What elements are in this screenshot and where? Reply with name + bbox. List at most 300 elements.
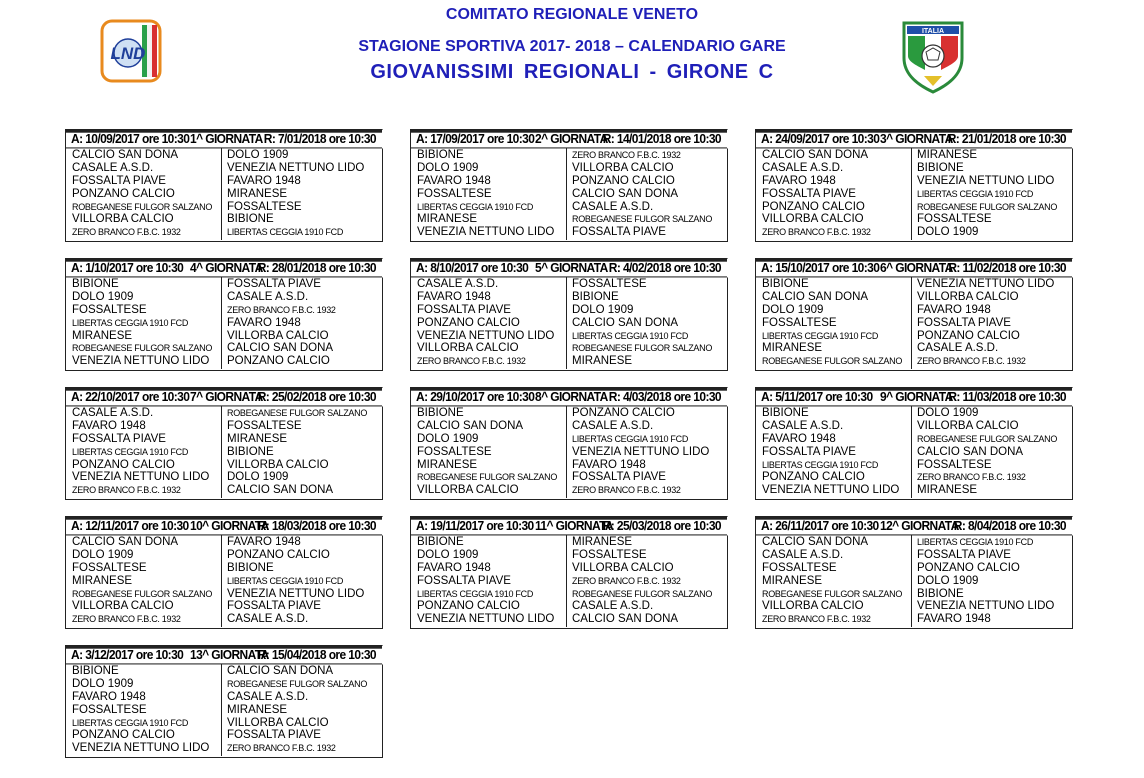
away-team: PONZANO CALCIO xyxy=(572,407,675,419)
home-column xyxy=(762,536,910,626)
home-team: PONZANO CALCIO xyxy=(72,729,175,742)
home-team: MIRANESE xyxy=(417,458,478,471)
andata-date: A: 8/10/2017 ore 10:30 xyxy=(416,260,529,276)
home-team: PONZANO CALCIO xyxy=(417,316,520,329)
home-team: FAVARO 1948 xyxy=(72,419,146,432)
home-team: DOLO 1909 xyxy=(72,548,134,561)
away-team: ROBEGANESE FULGOR SALZANO xyxy=(227,408,368,418)
home-team: ROBEGANESE FULGOR SALZANO xyxy=(417,472,558,483)
home-team: DOLO 1909 xyxy=(417,432,479,445)
away-team: VILLORBA CALCIO xyxy=(917,419,1019,432)
column-divider xyxy=(566,148,567,240)
fixtures-list xyxy=(66,148,382,240)
matchday-label: 2^ GIORNATA xyxy=(535,131,608,147)
away-team: FOSSALTESE xyxy=(572,548,647,561)
away-team: LIBERTAS CEGGIA 1910 FCD xyxy=(572,330,689,341)
away-team: DOLO 1909 xyxy=(917,407,979,419)
home-team: DOLO 1909 xyxy=(762,303,824,316)
home-team: ZERO BRANCO F.B.C. 1932 xyxy=(72,614,181,625)
matchday-label: 11^ GIORNATA xyxy=(535,518,614,534)
away-team: BIBIONE xyxy=(227,213,274,226)
home-team: CALCIO SAN DONA xyxy=(72,536,179,548)
away-team: MIRANESE xyxy=(227,187,288,200)
home-team: ZERO BRANCO F.B.C. 1932 xyxy=(417,356,526,367)
home-column xyxy=(417,149,565,239)
away-team: PONZANO CALCIO xyxy=(572,174,675,187)
home-team: VILLORBA CALCIO xyxy=(417,342,519,355)
matchday-label: 7^ GIORNATA xyxy=(190,389,263,405)
away-column xyxy=(227,665,381,755)
ritorno-date: R: 21/01/2018 ore 10:30 xyxy=(947,131,1066,147)
home-team: PONZANO CALCIO xyxy=(72,187,175,200)
fixtures-list xyxy=(66,406,382,498)
home-team: VENEZIA NETTUNO LIDO xyxy=(417,226,555,239)
andata-date: A: 29/10/2017 ore 10:30 xyxy=(416,389,535,405)
round-box xyxy=(410,129,728,242)
ritorno-date: R: 25/03/2018 ore 10:30 xyxy=(602,518,721,534)
away-column xyxy=(917,149,1071,239)
away-team: ROBEGANESE FULGOR SALZANO xyxy=(917,433,1058,444)
home-column xyxy=(417,407,565,497)
home-team: BIBIONE xyxy=(417,536,464,548)
away-team: FOSSALTESE xyxy=(227,419,302,432)
away-team: CASALE A.S.D. xyxy=(227,290,309,303)
round-header xyxy=(66,259,382,278)
column-divider xyxy=(911,406,912,498)
column-divider xyxy=(566,277,567,369)
matchday-label: 3^ GIORNATA xyxy=(880,131,953,147)
round-header xyxy=(66,517,382,536)
away-team: FAVARO 1948 xyxy=(227,316,301,329)
away-team: CALCIO SAN DONA xyxy=(572,187,679,200)
home-team: FAVARO 1948 xyxy=(417,174,491,187)
away-team: FOSSALTESE xyxy=(917,458,992,471)
home-team: FOSSALTESE xyxy=(762,316,837,329)
ritorno-date: R: 25/02/2018 ore 10:30 xyxy=(257,389,376,405)
away-column xyxy=(572,149,726,239)
home-column xyxy=(417,278,565,368)
committee-title: COMITATO REGIONALE VENETO xyxy=(445,6,699,23)
home-team: FOSSALTESE xyxy=(72,303,147,316)
fixtures-list xyxy=(66,664,382,756)
away-team: CASALE A.S.D. xyxy=(572,600,654,613)
away-team: CALCIO SAN DONA xyxy=(227,342,334,355)
away-team: FOSSALTA PIAVE xyxy=(572,471,666,484)
away-team: LIBERTAS CEGGIA 1910 FCD xyxy=(917,537,1034,547)
home-team: LIBERTAS CEGGIA 1910 FCD xyxy=(762,330,879,341)
home-team: VENEZIA NETTUNO LIDO xyxy=(72,355,210,368)
home-team: FAVARO 1948 xyxy=(72,690,146,703)
home-team: ROBEGANESE FULGOR SALZANO xyxy=(762,356,903,367)
home-column xyxy=(762,278,910,368)
home-team: VENEZIA NETTUNO LIDO xyxy=(72,742,210,755)
away-team: PONZANO CALCIO xyxy=(227,355,330,368)
away-team: LIBERTAS CEGGIA 1910 FCD xyxy=(227,575,344,586)
home-team: FOSSALTESE xyxy=(417,445,492,458)
andata-date: A: 3/12/2017 ore 10:30 xyxy=(71,647,184,663)
fixtures-list xyxy=(756,406,1072,498)
home-team: VILLORBA CALCIO xyxy=(762,600,864,613)
andata-date: A: 19/11/2017 ore 10:30 xyxy=(416,518,534,534)
home-team: BIBIONE xyxy=(762,278,809,290)
ritorno-date: R: 18/03/2018 ore 10:30 xyxy=(257,518,376,534)
away-team: VILLORBA CALCIO xyxy=(917,290,1019,303)
home-team: VENEZIA NETTUNO LIDO xyxy=(417,329,555,342)
away-team: CALCIO SAN DONA xyxy=(917,445,1024,458)
away-team: CALCIO SAN DONA xyxy=(227,665,334,677)
fixtures-list xyxy=(756,148,1072,240)
away-column xyxy=(227,278,381,368)
round-header xyxy=(411,130,727,149)
fixtures-list xyxy=(756,277,1072,369)
fixtures-list xyxy=(411,277,727,369)
home-column xyxy=(762,407,910,497)
away-team: MIRANESE xyxy=(917,484,978,497)
away-column xyxy=(917,536,1071,626)
home-team: PONZANO CALCIO xyxy=(762,471,865,484)
home-team: ZERO BRANCO F.B.C. 1932 xyxy=(762,227,871,238)
ritorno-date: R: 4/02/2018 ore 10:30 xyxy=(608,260,721,276)
round-box xyxy=(755,387,1073,500)
andata-date: A: 17/09/2017 ore 10:30 xyxy=(416,131,535,147)
away-team: MIRANESE xyxy=(572,536,633,548)
matchday-label: 9^ GIORNATA xyxy=(880,389,953,405)
home-team: ROBEGANESE FULGOR SALZANO xyxy=(72,588,213,599)
home-team: FOSSALTESE xyxy=(762,561,837,574)
home-team: PONZANO CALCIO xyxy=(417,600,520,613)
home-team: VILLORBA CALCIO xyxy=(762,213,864,226)
andata-date: A: 15/10/2017 ore 10:30 xyxy=(761,260,880,276)
home-team: PONZANO CALCIO xyxy=(72,458,175,471)
home-team: LIBERTAS CEGGIA 1910 FCD xyxy=(72,317,189,328)
home-team: CASALE A.S.D. xyxy=(762,548,844,561)
away-team: BIBIONE xyxy=(572,290,619,303)
column-divider xyxy=(566,535,567,627)
away-team: FAVARO 1948 xyxy=(917,613,991,626)
ritorno-date: R: 4/03/2018 ore 10:30 xyxy=(608,389,721,405)
column-divider xyxy=(911,148,912,240)
round-box xyxy=(65,516,383,629)
away-team: ROBEGANESE FULGOR SALZANO xyxy=(572,214,713,225)
andata-date: A: 24/09/2017 ore 10:30 xyxy=(761,131,880,147)
home-team: FOSSALTA PIAVE xyxy=(72,432,166,445)
ritorno-date: R: 8/04/2018 ore 10:30 xyxy=(953,518,1066,534)
round-header xyxy=(756,388,1072,407)
home-team: LIBERTAS CEGGIA 1910 FCD xyxy=(72,446,189,457)
away-team: VENEZIA NETTUNO LIDO xyxy=(917,174,1055,187)
away-team: FOSSALTESE xyxy=(917,213,992,226)
home-team: FOSSALTESE xyxy=(417,187,492,200)
away-team: ZERO BRANCO F.B.C. 1932 xyxy=(917,356,1026,367)
home-team: CASALE A.S.D. xyxy=(72,161,154,174)
away-team: FOSSALTESE xyxy=(572,278,647,290)
andata-date: A: 1/10/2017 ore 10:30 xyxy=(71,260,184,276)
away-team: MIRANESE xyxy=(227,703,288,716)
home-team: VILLORBA CALCIO xyxy=(72,600,174,613)
away-team: ZERO BRANCO F.B.C. 1932 xyxy=(572,150,681,160)
away-team: CALCIO SAN DONA xyxy=(227,484,334,497)
column-divider xyxy=(911,277,912,369)
away-team: ZERO BRANCO F.B.C. 1932 xyxy=(572,575,681,586)
home-team: MIRANESE xyxy=(762,574,823,587)
round-box xyxy=(410,387,728,500)
away-team: LIBERTAS CEGGIA 1910 FCD xyxy=(917,188,1034,199)
home-team: ROBEGANESE FULGOR SALZANO xyxy=(762,588,903,599)
away-team: ZERO BRANCO F.B.C. 1932 xyxy=(227,743,336,754)
away-column xyxy=(917,278,1071,368)
home-team: VENEZIA NETTUNO LIDO xyxy=(417,613,555,626)
away-column xyxy=(572,278,726,368)
home-team: FAVARO 1948 xyxy=(417,290,491,303)
home-team: DOLO 1909 xyxy=(417,548,479,561)
home-team: FAVARO 1948 xyxy=(762,432,836,445)
home-team: PONZANO CALCIO xyxy=(762,200,865,213)
home-column xyxy=(72,278,220,368)
andata-date: A: 26/11/2017 ore 10:30 xyxy=(761,518,879,534)
ritorno-date: R: 11/03/2018 ore 10:30 xyxy=(948,389,1066,405)
away-team: FOSSALTA PIAVE xyxy=(227,278,321,290)
home-team: VENEZIA NETTUNO LIDO xyxy=(762,484,900,497)
away-column xyxy=(917,407,1071,497)
home-team: LIBERTAS CEGGIA 1910 FCD xyxy=(417,588,534,599)
away-team: CASALE A.S.D. xyxy=(572,200,654,213)
home-team: FOSSALTA PIAVE xyxy=(762,445,856,458)
home-team: ZERO BRANCO F.B.C. 1932 xyxy=(72,227,181,238)
round-box xyxy=(65,258,383,371)
home-team: FOSSALTA PIAVE xyxy=(762,187,856,200)
away-team: BIBIONE xyxy=(917,161,964,174)
away-team: LIBERTAS CEGGIA 1910 FCD xyxy=(572,433,689,444)
away-team: VENEZIA NETTUNO LIDO xyxy=(227,587,365,600)
away-column xyxy=(227,149,381,239)
home-team: VILLORBA CALCIO xyxy=(72,213,174,226)
home-team: CASALE A.S.D. xyxy=(72,407,154,419)
home-team: FAVARO 1948 xyxy=(417,561,491,574)
round-header xyxy=(756,259,1072,278)
away-team: VENEZIA NETTUNO LIDO xyxy=(572,445,710,458)
away-team: MIRANESE xyxy=(227,432,288,445)
column-divider xyxy=(221,664,222,756)
home-team: LIBERTAS CEGGIA 1910 FCD xyxy=(417,201,534,212)
round-box xyxy=(65,387,383,500)
home-team: VILLORBA CALCIO xyxy=(417,484,519,497)
andata-date: A: 22/10/2017 ore 10:30 xyxy=(71,389,190,405)
away-team: BIBIONE xyxy=(917,587,964,600)
away-team: BIBIONE xyxy=(227,561,274,574)
home-team: CASALE A.S.D. xyxy=(762,419,844,432)
away-team: FAVARO 1948 xyxy=(227,536,301,548)
home-column xyxy=(72,536,220,626)
fixtures-list xyxy=(66,277,382,369)
round-header xyxy=(411,259,727,278)
fixtures-list xyxy=(756,535,1072,627)
away-team: MIRANESE xyxy=(917,149,978,161)
away-team: VILLORBA CALCIO xyxy=(572,161,674,174)
round-box xyxy=(755,516,1073,629)
home-team: CALCIO SAN DONA xyxy=(762,290,869,303)
home-team: BIBIONE xyxy=(762,407,809,419)
away-team: VENEZIA NETTUNO LIDO xyxy=(917,600,1055,613)
matchday-label: 13^ GIORNATA xyxy=(190,647,269,663)
column-divider xyxy=(221,406,222,498)
figc-shield-icon xyxy=(900,20,966,94)
home-team: CALCIO SAN DONA xyxy=(762,536,869,548)
home-column xyxy=(417,536,565,626)
figc-logo-text: ITALIA xyxy=(921,28,945,35)
home-team: CALCIO SAN DONA xyxy=(762,149,869,161)
round-header xyxy=(411,388,727,407)
ritorno-date: R: 28/01/2018 ore 10:30 xyxy=(257,260,376,276)
matchday-label: 6^ GIORNATA xyxy=(880,260,953,276)
home-team: BIBIONE xyxy=(72,278,119,290)
home-team: FOSSALTA PIAVE xyxy=(417,574,511,587)
home-column xyxy=(72,407,220,497)
away-team: FAVARO 1948 xyxy=(227,174,301,187)
fixtures-list xyxy=(411,406,727,498)
away-team: DOLO 1909 xyxy=(227,149,289,161)
home-team: DOLO 1909 xyxy=(72,677,134,690)
home-team: BIBIONE xyxy=(72,665,119,677)
matchday-label: 4^ GIORNATA xyxy=(190,260,263,276)
round-header xyxy=(411,517,727,536)
fixtures-list xyxy=(411,535,727,627)
away-team: PONZANO CALCIO xyxy=(917,329,1020,342)
home-team: ROBEGANESE FULGOR SALZANO xyxy=(72,343,213,354)
home-team: BIBIONE xyxy=(417,407,464,419)
home-team: MIRANESE xyxy=(72,574,133,587)
column-divider xyxy=(911,535,912,627)
column-divider xyxy=(221,148,222,240)
season-title: STAGIONE SPORTIVA 2017- 2018 – CALENDARIO GARE xyxy=(358,38,786,55)
round-box xyxy=(755,129,1073,242)
home-team: FOSSALTA PIAVE xyxy=(72,174,166,187)
home-team: VENEZIA NETTUNO LIDO xyxy=(72,471,210,484)
away-column xyxy=(227,407,381,497)
round-box xyxy=(755,258,1073,371)
lnd-logo-icon xyxy=(100,19,162,83)
round-header xyxy=(66,388,382,407)
home-team: ZERO BRANCO F.B.C. 1932 xyxy=(72,485,181,496)
column-divider xyxy=(221,277,222,369)
ritorno-date: R: 14/01/2018 ore 10:30 xyxy=(602,131,721,147)
ritorno-date: R: 7/01/2018 ore 10:30 xyxy=(263,131,376,147)
column-divider xyxy=(566,406,567,498)
matchday-label: 1^ GIORNATA xyxy=(190,131,263,147)
round-header xyxy=(66,130,382,149)
matchday-label: 12^ GIORNATA xyxy=(880,518,959,534)
away-team: ROBEGANESE FULGOR SALZANO xyxy=(917,201,1058,212)
away-team: ZERO BRANCO F.B.C. 1932 xyxy=(227,304,336,315)
ritorno-date: R: 11/02/2018 ore 10:30 xyxy=(948,260,1066,276)
away-team: CASALE A.S.D. xyxy=(227,690,309,703)
away-team: MIRANESE xyxy=(572,355,633,368)
away-team: FOSSALTA PIAVE xyxy=(917,316,1011,329)
away-team: FAVARO 1948 xyxy=(572,458,646,471)
home-column xyxy=(72,665,220,755)
home-team: CASALE A.S.D. xyxy=(762,161,844,174)
ritorno-date: R: 15/04/2018 ore 10:30 xyxy=(257,647,376,663)
home-team: FAVARO 1948 xyxy=(762,174,836,187)
round-box xyxy=(410,258,728,371)
away-column xyxy=(227,536,381,626)
away-team: PONZANO CALCIO xyxy=(917,561,1020,574)
lnd-logo-text: LND xyxy=(110,44,146,63)
away-team: CALCIO SAN DONA xyxy=(572,316,679,329)
home-team: CALCIO SAN DONA xyxy=(417,419,524,432)
fixtures-list xyxy=(66,535,382,627)
home-team: BIBIONE xyxy=(417,149,464,161)
away-team: FOSSALTA PIAVE xyxy=(572,226,666,239)
away-team: CALCIO SAN DONA xyxy=(572,613,679,626)
away-team: VENEZIA NETTUNO LIDO xyxy=(917,278,1055,290)
home-team: DOLO 1909 xyxy=(417,161,479,174)
away-team: VILLORBA CALCIO xyxy=(227,329,329,342)
home-team: MIRANESE xyxy=(417,213,478,226)
round-box xyxy=(65,645,383,758)
andata-date: A: 10/09/2017 ore 10:30 xyxy=(71,131,190,147)
away-team: LIBERTAS CEGGIA 1910 FCD xyxy=(227,227,344,238)
away-team: DOLO 1909 xyxy=(572,303,634,316)
away-team: VILLORBA CALCIO xyxy=(227,716,329,729)
away-team: CASALE A.S.D. xyxy=(917,342,999,355)
away-team: ROBEGANESE FULGOR SALZANO xyxy=(572,343,713,354)
away-team: VILLORBA CALCIO xyxy=(227,458,329,471)
home-team: FOSSALTA PIAVE xyxy=(417,303,511,316)
matchday-label: 5^ GIORNATA xyxy=(535,260,608,276)
away-team: VENEZIA NETTUNO LIDO xyxy=(227,161,365,174)
round-header xyxy=(756,517,1072,536)
andata-date: A: 5/11/2017 ore 10:30 xyxy=(761,389,873,405)
home-column xyxy=(72,149,220,239)
away-team: FOSSALTA PIAVE xyxy=(917,548,1011,561)
home-team: MIRANESE xyxy=(762,342,823,355)
league-group-title: GIOVANISSIMI REGIONALI - GIRONE C xyxy=(370,61,774,83)
home-team: LIBERTAS CEGGIA 1910 FCD xyxy=(762,459,879,470)
away-team: CASALE A.S.D. xyxy=(227,613,309,626)
away-team: ZERO BRANCO F.B.C. 1932 xyxy=(917,472,1026,483)
round-header xyxy=(66,646,382,665)
home-team: CASALE A.S.D. xyxy=(417,278,499,290)
away-team: ROBEGANESE FULGOR SALZANO xyxy=(227,678,368,689)
column-divider xyxy=(221,535,222,627)
away-team: DOLO 1909 xyxy=(917,226,979,239)
away-team: FOSSALTA PIAVE xyxy=(227,729,321,742)
away-team: FOSSALTESE xyxy=(227,200,302,213)
home-team: DOLO 1909 xyxy=(72,290,134,303)
home-team: ZERO BRANCO F.B.C. 1932 xyxy=(762,614,871,625)
fixtures-list xyxy=(411,148,727,240)
away-team: VILLORBA CALCIO xyxy=(572,561,674,574)
away-team: PONZANO CALCIO xyxy=(227,548,330,561)
home-team: FOSSALTESE xyxy=(72,703,147,716)
away-team: BIBIONE xyxy=(227,445,274,458)
matchday-label: 10^ GIORNATA xyxy=(190,518,269,534)
home-team: ROBEGANESE FULGOR SALZANO xyxy=(72,201,213,212)
away-team: FAVARO 1948 xyxy=(917,303,991,316)
round-box xyxy=(410,516,728,629)
away-team: ROBEGANESE FULGOR SALZANO xyxy=(572,588,713,599)
home-team: LIBERTAS CEGGIA 1910 FCD xyxy=(72,717,189,728)
away-team: CASALE A.S.D. xyxy=(572,419,654,432)
away-team: FOSSALTA PIAVE xyxy=(227,600,321,613)
matchday-label: 8^ GIORNATA xyxy=(535,389,608,405)
away-team: ZERO BRANCO F.B.C. 1932 xyxy=(572,485,681,496)
away-team: DOLO 1909 xyxy=(917,574,979,587)
away-team: DOLO 1909 xyxy=(227,471,289,484)
home-team: MIRANESE xyxy=(72,329,133,342)
away-column xyxy=(572,407,726,497)
home-team: CALCIO SAN DONA xyxy=(72,149,179,161)
